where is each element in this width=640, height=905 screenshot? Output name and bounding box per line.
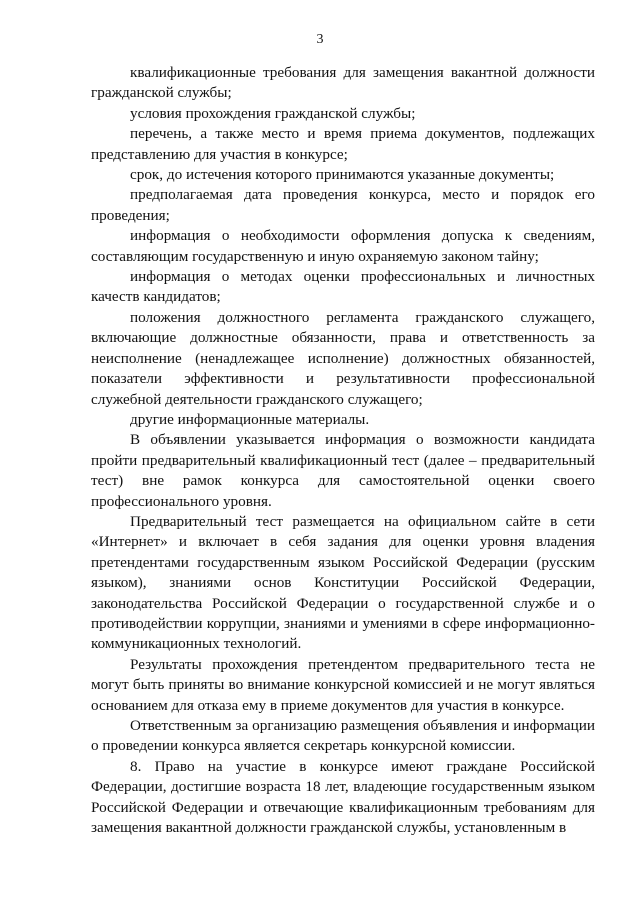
paragraph: предполагаемая дата проведения конкурса, место и порядок его проведения; — [91, 186, 595, 224]
paragraph: срок, до истечения которого принимаются указанные документы; — [130, 166, 555, 184]
paragraph: Результаты прохождения претендентом предварительного теста не могут быть приняты во внимание конкурсной комиссией и не могут являться основанием для отказа ему в приеме документов для участия в конкурсе. — [91, 655, 595, 714]
document-body — [91, 63, 595, 838]
paragraph: положения должностного регламента гражданского служащего, включающие должностные обязанности, права и ответственность за неисполнение (ненадлежащее исполнение) должностных обязанностей, показатели эффективности и результативности профессиональной служебной деятельности гражданского служащего; — [91, 308, 595, 408]
paragraph: Предварительный тест размещается на официальном сайте в сети «Интернет» и включает в себя задания для оценки уровня владения претендентами государственным языком Российской Федерации (русским языком), знаниями основ Конституции Российской Федерации, законодательства Российской Федерации о государственной службе и о противодействии коррупции, знаниями и умениями в сфере информационно-коммуникационных технологий. — [91, 512, 595, 653]
paragraph: Ответственным за организацию размещения объявления и информации о проведении конкурса является секретарь конкурсной комиссии. — [91, 717, 595, 755]
page-number: 3 — [316, 32, 324, 47]
paragraph: информация о методах оценки профессиональных и личностных качеств кандидатов; — [91, 268, 595, 306]
paragraph: перечень, а также место и время приема документов, подлежащих представлению для участия в конкурсе; — [91, 125, 595, 163]
paragraph: условия прохождения гражданской службы; — [130, 104, 416, 122]
paragraph: В объявлении указывается информация о возможности кандидата пройти предварительный квалификационный тест (далее – предварительный тест) вне рамок конкурса для самостоятельной оценки своего профессионального уровня. — [91, 431, 595, 510]
paragraph: информация о необходимости оформления допуска к сведениям, составляющим государственную и иную охраняемую законом тайну; — [91, 227, 595, 265]
paragraph: квалификационные требования для замещения вакантной должности гражданской службы; — [91, 64, 595, 102]
paragraph: другие информационные материалы. — [130, 410, 370, 428]
paragraph: 8. Право на участие в конкурсе имеют граждане Российской Федерации, достигшие возраста 18 лет, владеющие государственным языком Российской Федерации и отвечающие квалификационным требованиям для замещения вакантной должности гражданской службы, установленным в — [91, 757, 595, 837]
